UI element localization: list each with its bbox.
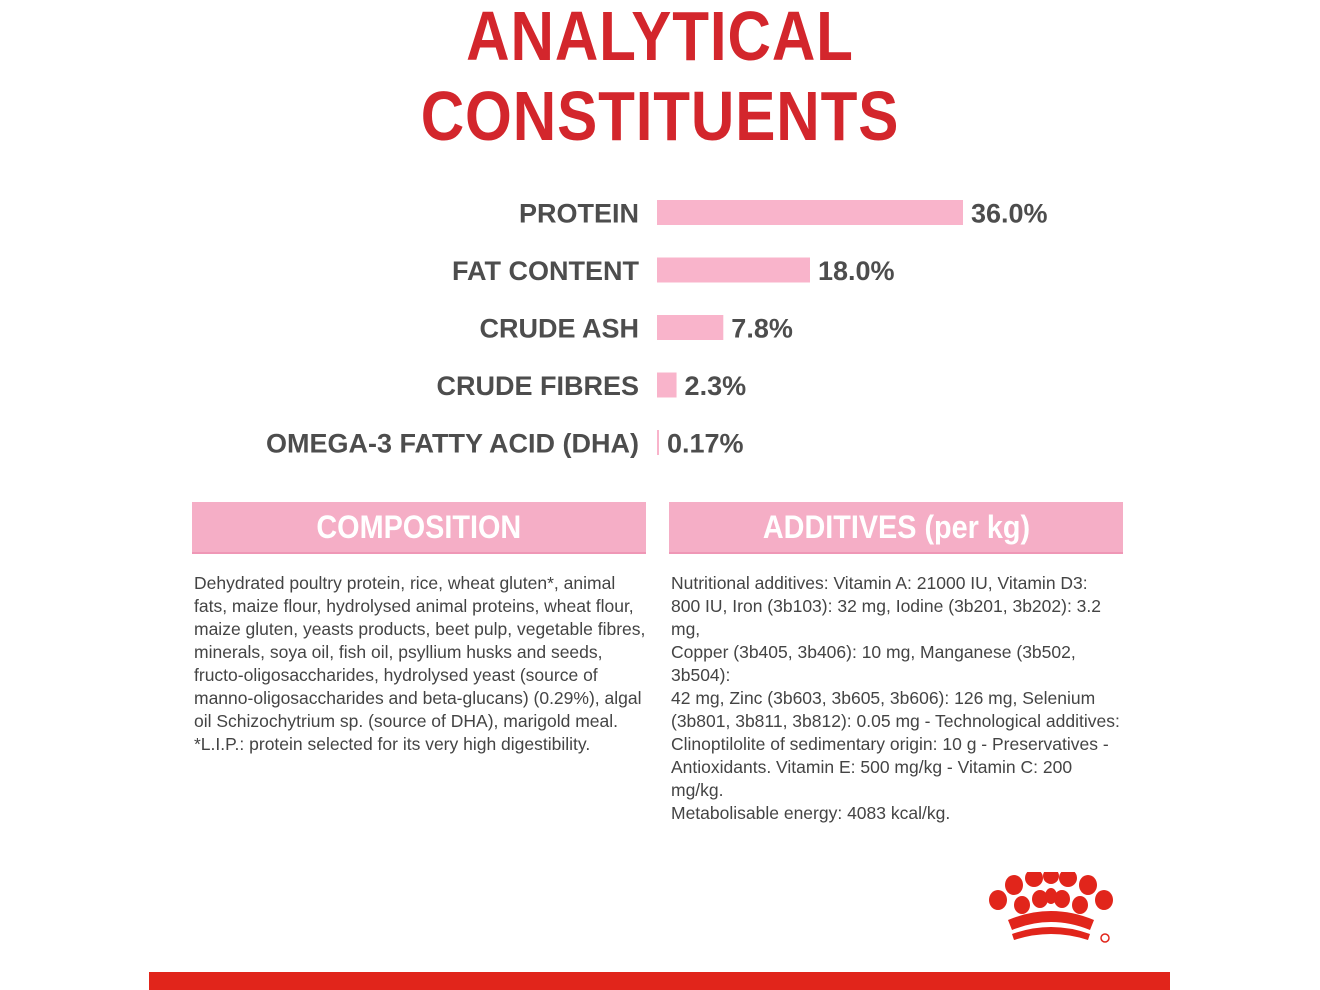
bar-value-label: 18.0% [818,256,895,286]
bar [657,373,677,398]
composition-section [192,502,646,756]
additives-text: Nutritional additives: Vitamin A: 21000 IU, Vitamin D3: 800 IU, Iron (3b103): 32 mg, Iodine (3b201, 3b202): 3.2 mg, Copper (3b405, 3b406): 10 mg, Manganese (3b502, 3b504): 42 mg, Zinc (3b603, 3b605, 3b606): 126 mg, Selenium (3b801, 3b811, 3b812): 0.05 mg - Technological additives: Clinoptilolite of sedimentary origin: 10 g - Preservatives - Antioxidants. Vitamin E: 500 mg/kg - Vitamin C: 200 mg/kg. Metabolisable energy: 4083 kcal/kg. [671,573,1120,823]
page-title-line-2: CONSTITUENTS [420,77,900,155]
bar-label: PROTEIN [518,198,639,229]
bar [657,200,963,225]
bar-label: CRUDE FIBRES [436,371,639,401]
bar-value-label: 36.0% [971,198,1048,229]
composition-header-label: COMPOSITION [316,508,522,545]
page-title-line-1: ANALYTICAL [466,0,854,75]
bar [657,258,810,283]
composition-text: Dehydrated poultry protein, rice, wheat gluten*, animal fats, maize flour, hydrolysed animal proteins, wheat flour, maize gluten, yeasts products, beet pulp, vegetable fibres, minerals, soya oil, fish oil, psyllium husks and seeds, fructo-oligosaccharides, hydrolysed yeast (source of manno-oligosaccharides and beta-glucans) (0.29%), algal oil Schizochytrium sp. (source of DHA), marigold meal. *L.I.P.: protein selected for its very high digestibility. [194,573,646,754]
analytical-constituents-chart [0,190,1320,480]
additives-section [669,502,1123,825]
bar-value-label: 2.3% [684,371,747,401]
bar-label: OMEGA-3 FATTY ACID (DHA) [266,428,639,459]
bar [657,315,723,340]
bar-label: FAT CONTENT [452,256,639,286]
bar-value-label: 7.8% [731,313,793,344]
bar-label: CRUDE ASH [479,313,639,344]
royal-canin-crown-logo-icon [988,872,1114,950]
footer-bar [149,972,1170,990]
composition-header [192,502,646,554]
additives-header-label: ADDITIVES (per kg) [762,508,1030,545]
bar [657,430,659,455]
additives-header [669,502,1123,554]
bar-value-label: 0.17% [667,428,744,459]
